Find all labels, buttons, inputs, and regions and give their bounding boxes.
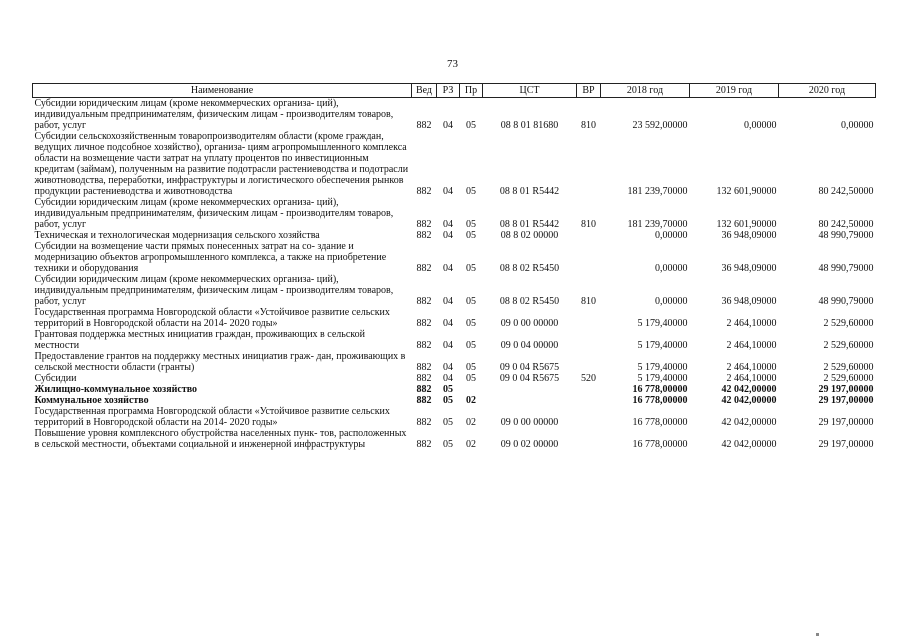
row-2018: 5 179,40000 [637, 318, 688, 329]
row-vr [577, 406, 601, 428]
row-cst: 09 0 02 00000 [500, 439, 559, 450]
row-rz: 04 [443, 230, 453, 241]
row-2020: 29 197,00000 [818, 439, 874, 450]
row-pr: 05 [466, 186, 476, 197]
row-pr: 05 [466, 340, 476, 351]
row-cst: 09 0 04 00000 [500, 340, 559, 351]
row-2020: 80 242,50000 [818, 186, 874, 197]
row-name: Коммунальное хозяйство [34, 395, 149, 406]
row-vr [577, 230, 601, 241]
row-pr: 02 [466, 395, 476, 406]
header-cst: ЦСТ [483, 84, 577, 98]
header-name: Наименование [33, 84, 412, 98]
table-row [33, 428, 876, 450]
row-pr: 05 [466, 219, 476, 230]
table-row [33, 329, 876, 351]
table-row [33, 274, 876, 307]
table-row [33, 197, 876, 230]
row-cst: 08 8 02 R5450 [499, 263, 560, 274]
row-2019: 42 042,00000 [721, 384, 777, 395]
row-2020: 2 529,60000 [823, 340, 874, 351]
row-2019: 42 042,00000 [721, 395, 777, 406]
row-ved: 882 [416, 395, 432, 406]
row-vr [577, 307, 601, 329]
row-name: Грантовая поддержка местных инициатив граждан, проживающих в сельской местности [34, 329, 365, 351]
row-2019: 42 042,00000 [721, 417, 777, 428]
row-rz: 04 [443, 186, 453, 197]
header-rz: РЗ [437, 84, 460, 98]
row-ved: 882 [416, 417, 432, 428]
row-ved: 882 [416, 120, 432, 131]
row-2020: 2 529,60000 [823, 362, 874, 373]
row-2019: 42 042,00000 [721, 439, 777, 450]
table-header-row [33, 84, 876, 98]
row-ved: 882 [416, 439, 432, 450]
row-ved: 882 [416, 384, 432, 395]
row-2019: 2 464,10000 [726, 373, 777, 384]
row-pr: 02 [466, 439, 476, 450]
row-2018: 16 778,00000 [632, 417, 688, 428]
row-2019: 132 601,90000 [716, 186, 777, 197]
header-vr: ВР [577, 84, 601, 98]
row-2018: 5 179,40000 [637, 362, 688, 373]
row-2019: 36 948,09000 [721, 263, 777, 274]
table-row [33, 230, 876, 241]
row-name: Государственная программа Новгородской области «Устойчивое развитие сельских территорий в Новгородской области на 2014- 2020 годы» [34, 406, 390, 428]
row-ved: 882 [416, 318, 432, 329]
scan-mark [816, 633, 819, 636]
row-rz: 05 [443, 417, 453, 428]
table-row [33, 131, 876, 197]
table-row [33, 307, 876, 329]
row-cst: 09 0 00 00000 [500, 318, 559, 329]
row-cst: 09 0 00 00000 [500, 417, 559, 428]
row-cst: 08 8 01 R5442 [499, 219, 560, 230]
row-pr [460, 384, 483, 395]
row-2020: 2 529,60000 [823, 373, 874, 384]
row-vr [577, 329, 601, 351]
row-vr: 520 [581, 373, 596, 384]
row-pr: 05 [466, 318, 476, 329]
table-row [33, 395, 876, 406]
row-2019: 0,00000 [744, 120, 777, 131]
header-pr: Пр [460, 84, 483, 98]
row-2019: 36 948,09000 [721, 230, 777, 241]
row-2020: 48 990,79000 [818, 296, 874, 307]
row-2018: 0,00000 [655, 296, 688, 307]
row-name: Субсидии юридическим лицам (кроме некоммерческих организа- ций), индивидуальным предпринимателям, физическим лицам - производителям товаров, работ, услуг [34, 274, 394, 307]
row-name: Субсидии на возмещение части прямых понесенных затрат на со- здание и модернизацию объектов агропромышленного комплекса, а также на приобретение техники и оборудования [34, 241, 387, 274]
row-name: Повышение уровня комплексного обустройства населенных пунк- тов, расположенных в сельской местности, объектами социальной и инженерной инфраструктуры [34, 428, 407, 450]
row-2020: 48 990,79000 [818, 230, 874, 241]
row-ved: 882 [416, 219, 432, 230]
row-vr [577, 351, 601, 373]
row-ved: 882 [416, 263, 432, 274]
row-name: Субсидии сельскохозяйственным товаропроизводителям области (кроме граждан, ведущих личное подсобное хозяйство), организа- циям агропромышленного комплекса области на возмещение части затрат на уплату процентов по инвестиционным кредитам (займам), полученным на развитие подотрасли растениеводства и подотрасли животноводства, переработки, инфраструктуры и логистического обеспечения рынков продукции растениеводства и животноводства [34, 131, 409, 197]
header-ved: Вед [412, 84, 437, 98]
row-2018: 181 239,70000 [627, 219, 688, 230]
row-name: Субсидии [34, 373, 77, 384]
table-row [33, 406, 876, 428]
row-2018: 181 239,70000 [627, 186, 688, 197]
header-2020: 2020 год [779, 84, 876, 98]
row-rz: 05 [443, 395, 453, 406]
row-rz: 04 [443, 318, 453, 329]
row-rz: 04 [443, 340, 453, 351]
table-row [33, 241, 876, 274]
row-ved: 882 [416, 340, 432, 351]
row-vr [577, 131, 601, 197]
row-vr: 810 [581, 296, 596, 307]
row-rz: 04 [443, 373, 453, 384]
page-number: 73 [447, 58, 458, 70]
row-vr [577, 428, 601, 450]
row-2018: 23 592,00000 [632, 120, 688, 131]
row-ved: 882 [416, 230, 432, 241]
row-2019: 2 464,10000 [726, 340, 777, 351]
row-ved: 882 [416, 186, 432, 197]
row-2018: 0,00000 [655, 263, 688, 274]
row-name: Субсидии юридическим лицам (кроме некоммерческих организа- ций), индивидуальным предпринимателям, физическим лицам - производителям товаров, работ, услуг [34, 197, 394, 230]
row-pr: 02 [466, 417, 476, 428]
row-vr: 810 [581, 120, 596, 131]
row-pr: 05 [466, 296, 476, 307]
row-2020: 29 197,00000 [818, 417, 874, 428]
table-row [33, 373, 876, 384]
row-ved: 882 [416, 373, 432, 384]
row-2020: 29 197,00000 [818, 384, 874, 395]
row-2020: 0,00000 [841, 120, 874, 131]
row-cst [483, 384, 577, 395]
row-2018: 16 778,00000 [632, 439, 688, 450]
row-cst: 09 0 04 R5675 [499, 373, 560, 384]
row-name: Субсидии юридическим лицам (кроме некоммерческих организа- ций), индивидуальным предпринимателям, физическим лицам - производителям товаров, работ, услуг [34, 98, 394, 131]
row-2020: 29 197,00000 [818, 395, 874, 406]
row-pr: 05 [466, 120, 476, 131]
row-rz: 05 [443, 439, 453, 450]
row-cst: 09 0 04 R5675 [499, 362, 560, 373]
row-2019: 2 464,10000 [726, 318, 777, 329]
row-2018: 5 179,40000 [637, 340, 688, 351]
row-2018: 16 778,00000 [632, 395, 688, 406]
table-row [33, 384, 876, 395]
row-2019: 2 464,10000 [726, 362, 777, 373]
budget-table [32, 83, 876, 450]
row-rz: 04 [443, 219, 453, 230]
row-rz: 04 [443, 362, 453, 373]
row-ved: 882 [416, 362, 432, 373]
row-name: Жилищно-коммунальное хозяйство [34, 384, 198, 395]
row-pr: 05 [466, 230, 476, 241]
row-cst: 08 8 01 R5442 [499, 186, 560, 197]
row-cst: 08 8 02 R5450 [499, 296, 560, 307]
row-vr [577, 384, 601, 395]
row-cst: 08 8 02 00000 [500, 230, 559, 241]
row-rz: 05 [443, 384, 453, 395]
row-2020: 48 990,79000 [818, 263, 874, 274]
row-pr: 05 [466, 373, 476, 384]
row-2020: 2 529,60000 [823, 318, 874, 329]
row-cst [483, 395, 577, 406]
row-pr: 05 [466, 362, 476, 373]
row-2018: 5 179,40000 [637, 373, 688, 384]
row-pr: 05 [466, 263, 476, 274]
row-2019: 132 601,90000 [716, 219, 777, 230]
table-row [33, 98, 876, 132]
row-vr [577, 241, 601, 274]
row-vr: 810 [581, 219, 596, 230]
header-2019: 2019 год [690, 84, 779, 98]
table-row [33, 351, 876, 373]
row-2020: 80 242,50000 [818, 219, 874, 230]
row-cst: 08 8 01 81680 [500, 120, 559, 131]
header-2018: 2018 год [601, 84, 690, 98]
row-2018: 0,00000 [655, 230, 688, 241]
row-name: Техническая и технологическая модернизация сельского хозяйства [34, 230, 320, 241]
row-2019: 36 948,09000 [721, 296, 777, 307]
row-vr [577, 395, 601, 406]
row-2018: 16 778,00000 [632, 384, 688, 395]
row-name: Предоставление грантов на поддержку местных инициатив граж- дан, проживающих в сельской местности области (гранты) [34, 351, 406, 373]
row-rz: 04 [443, 296, 453, 307]
row-ved: 882 [416, 296, 432, 307]
row-rz: 04 [443, 120, 453, 131]
row-rz: 04 [443, 263, 453, 274]
row-name: Государственная программа Новгородской области «Устойчивое развитие сельских территорий в Новгородской области на 2014- 2020 годы» [34, 307, 390, 329]
